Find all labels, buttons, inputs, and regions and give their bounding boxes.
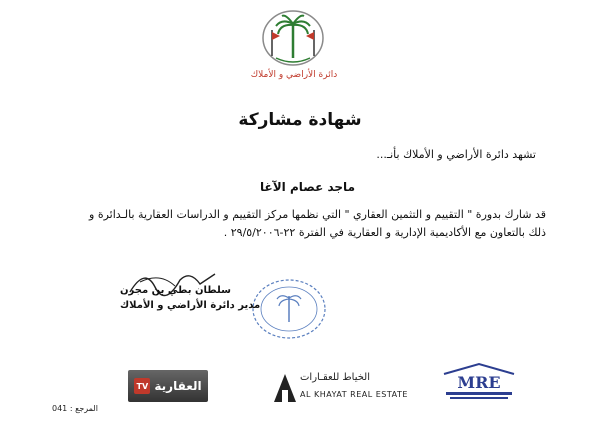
certificate-intro: تشهد دائرة الأراضي و الأملاك بأنـ... <box>376 148 536 161</box>
tv-badge: TV <box>134 378 150 394</box>
participant-name: ماجد عصام الآغا <box>260 180 355 194</box>
department-name: دائرة الأراضي و الأملاك <box>250 70 338 80</box>
certificate-title: شهادة مشاركة <box>238 110 362 130</box>
khayat-english-name: AL KHAYAT REAL ESTATE <box>300 390 408 399</box>
aqaria-tv-logo <box>128 370 208 402</box>
khayat-building-icon <box>272 370 298 404</box>
palm-tree-emblem-icon <box>258 8 328 68</box>
certificate-body-line-1: قد شارك بدورة " التقييم و التثمين العقاري " التي نظمها مركز التقييم و الدراسات العقارية بالـدائرة و <box>89 208 546 221</box>
reference-number: المرجع : 041 <box>52 404 98 413</box>
certificate-body-line-2: ذلك بالتعاون مع الأكاديمية الإدارية و العقارية في الفترة ٢٢-٢٩/٥/٢٠٠٦ . <box>223 226 546 239</box>
aqaria-name: العقارية <box>154 379 202 393</box>
handwritten-signature-icon <box>120 262 220 302</box>
department-stamp-icon <box>248 276 330 342</box>
mre-label: MRE <box>457 373 501 392</box>
khayat-arabic-name: الخياط للعقـارات <box>300 372 371 383</box>
signatory-title: مدير دائرة الأراضي و الأملاك <box>120 300 261 311</box>
signatory-name: سلطان بطي بن مجرن <box>120 285 231 296</box>
mre-logo-icon <box>440 362 518 404</box>
